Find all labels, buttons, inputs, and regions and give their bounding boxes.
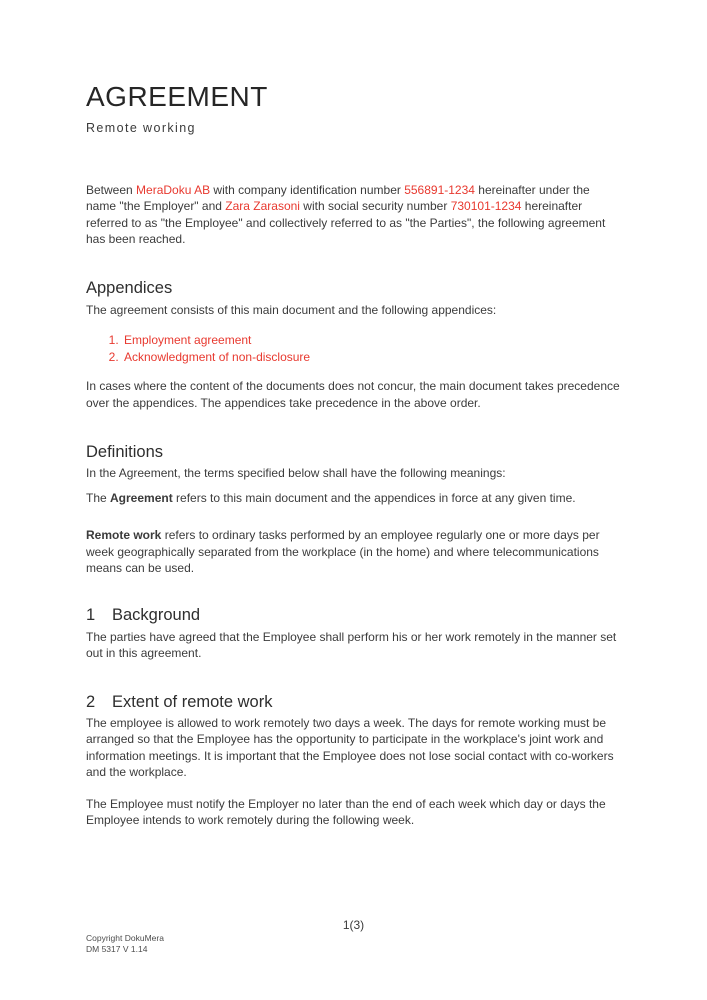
section-2-paragraph-2: The Employee must notify the Employer no later than the end of each week which day or days the Employee intends to work remotely during the following week. [86,796,606,827]
highlighted-text: 556891-1234 [404,182,475,197]
copyright-line-2: DM 5317 V 1.14 [86,944,148,954]
appendices-intro-paragraph: The agreement consists of this main document and the following appendices: [86,302,497,317]
remote-work-definition-paragraph [86,527,621,577]
text-segment: hereinafter under the name "the Employer" and [86,182,590,213]
text-segment: hereinafter referred to as "the Employee" and collectively referred to as "the Parties", the following agreement has been reached. [86,199,606,246]
document-subtitle: Remote working [86,121,196,135]
section-1-paragraph: The parties have agreed that the Employee shall perform his or her work remotely in the manner set out in this agreement. [86,629,617,660]
section-2-title: Extent of remote work [112,692,273,711]
highlighted-text: MeraDoku AB [136,182,211,197]
document-content [0,80,707,829]
highlighted-text: Remote work [86,528,162,542]
parties-paragraph [86,182,621,248]
copyright-line-1: Copyright DokuMera [86,933,164,943]
text-segment: with company identification number [210,182,405,197]
agreement-definition-paragraph [86,490,621,507]
copyright-block [86,933,164,955]
appendix-list-item: 2. Acknowledgment of non-disclosure [122,349,621,366]
text-segment: refers to ordinary tasks performed by an employee regularly one or more days per week geographically separated from the workplace (in the home) and where telecommunications means can be used. [86,528,600,575]
text-segment: with social security number [299,199,451,213]
definitions-intro-paragraph: In the Agreement, the terms specified below shall have the following meanings: [86,466,506,480]
highlighted-text: Zara Zarasoni [225,199,300,213]
document-title: AGREEMENT [86,81,268,112]
section-1-heading [86,604,621,626]
section-2-number: 2 [86,692,96,711]
section-2-paragraph-1: The employee is allowed to work remotely two days a week. The days for remote working must be arranged so that the Employee has the opportunity to participate in the workplace's joint work and information meetings. It is important that the Employee does not lose social contact with co-workers and the workplace. [86,715,614,779]
section-1-number: 1 [86,605,96,624]
precedence-paragraph: In cases where the content of the documents does not concur, the main document takes precedence over the appendices. The appendices take precedence in the above order. [86,379,620,410]
appendix-list-item: 1. Employment agreement [122,332,621,349]
section-2-heading [86,691,621,713]
definitions-heading: Definitions [86,443,164,461]
text-segment: Between [86,182,137,197]
appendix-list [86,332,621,365]
text-segment: refers to this main document and the appendices in force at any given time. [172,490,576,505]
highlighted-text: 730101-1234 [450,199,522,213]
text-segment: The [86,490,111,505]
page-number: 1(3) [342,918,365,932]
appendices-heading: Appendices [86,278,173,297]
section-1-title: Background [112,605,201,624]
highlighted-text: Agreement [110,490,173,505]
